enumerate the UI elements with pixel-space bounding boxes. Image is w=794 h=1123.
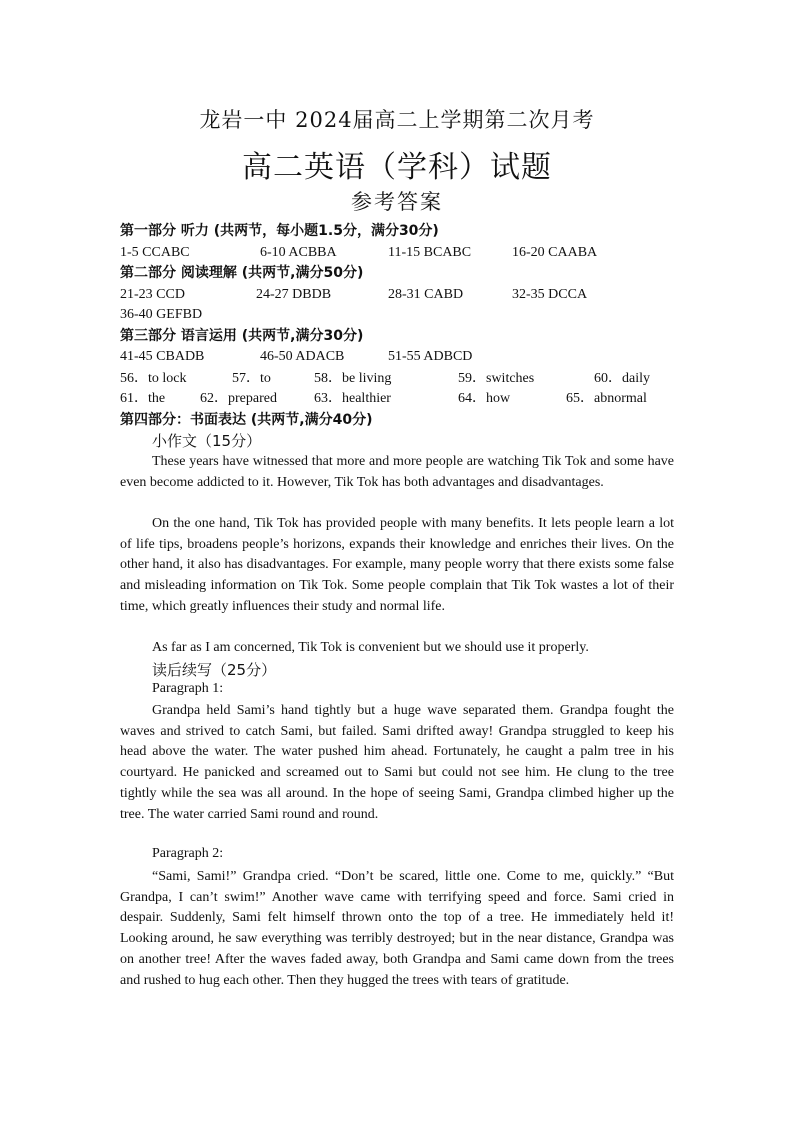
page-subtitle: 参考答案	[351, 190, 443, 214]
fill-answer: 59．switches	[458, 371, 535, 386]
part1-answers	[120, 243, 676, 263]
answer-group: 16-20 CAABA	[512, 245, 598, 260]
continuation-paragraph-1: Grandpa held Sami’s hand tightly but a huge wave separated them. Grandpa fought the waves and strived to catch Sami, but failed. Sami drifted away! Grandpa struggled to keep his head above the water. The water pushed him ahead. Fortunately, he caught a palm tree in his courtyard. He panicked and screamed out to Sami but could not see him. He clung to the tree tightly while the sea was all around. In the hope of seeing Sami, Grandpa climbed higher up the tree. The water carried Sami round and round.	[120, 703, 674, 822]
answer-group: 32-35 DCCA	[512, 287, 588, 302]
answer-group: 6-10 ACBBA	[260, 245, 337, 260]
part2-answers	[120, 285, 676, 305]
answer-group: 24-27 DBDB	[256, 287, 332, 302]
paragraph1-label: Paragraph 1:	[152, 681, 224, 696]
fill-answer: 65．abnormal	[566, 391, 647, 406]
answer-group: 41-45 CBADB	[120, 349, 205, 364]
part2-answers-extra: 36-40 GEFBD	[120, 307, 203, 322]
essay2-title: 读后续写（25分）	[152, 661, 277, 679]
fill-answer: 58．be living	[314, 371, 392, 386]
part2-heading: 第二部分 阅读理解 (共两节,满分50分)	[120, 265, 364, 281]
answer-group: 46-50 ADACB	[260, 349, 345, 364]
answer-group: 11-15 BCABC	[388, 245, 472, 260]
essay1-title: 小作文（15分）	[152, 432, 262, 450]
essay1-paragraph: These years have witnessed that more and more people are watching Tik Tok and some have even become addicted to it. However, Tik Tok has both advantages and disadvantages.	[120, 454, 674, 490]
fill-answer: 63．healthier	[314, 391, 391, 406]
fill-answer: 57．to	[232, 371, 271, 386]
fill-answer: 56．to lock	[120, 371, 187, 386]
fill-answer: 62．prepared	[200, 391, 277, 406]
fill-answer: 64．how	[458, 391, 511, 406]
answer-group: 1-5 CCABC	[120, 245, 190, 260]
part3-answers	[120, 347, 676, 367]
part3-fill-row-1	[120, 369, 676, 389]
essay1-paragraph: As far as I am concerned, Tik Tok is convenient but we should use it properly.	[152, 640, 589, 655]
fill-answer: 61．the	[120, 391, 166, 406]
part4-heading: 第四部分：书面表达 (共两节,满分40分)	[120, 412, 373, 428]
answer-group: 28-31 CABD	[388, 287, 464, 302]
continuation-paragraph-2: “Sami, Sami!” Grandpa cried. “Don’t be scared, little one. Come to me, quickly.” “But Grandpa, I can’t swim!” Another wave came with terrifying speed and force. Sami cried in despair. Suddenly, Sami felt himself thrown onto the top of a tree. He immediately held it! Looking around, he saw everything was terribly destroyed; but in the near distance, Grandpa was on another tree! After the waves faded away, both Grandpa and Sami came down from the trees and rushed to hug each other. Then they hugged the trees with tears of gratitude.	[120, 869, 674, 988]
page-title: 高二英语（学科）试题	[242, 150, 552, 185]
part3-fill-row-2	[120, 389, 676, 409]
answer-group: 21-23 CCD	[120, 287, 185, 302]
answer-group: 51-55 ADBCD	[388, 349, 473, 364]
essay1-paragraph: On the one hand, Tik Tok has provided people with many benefits. It lets people learn a lot of life tips, broadens people’s horizons, expands their knowledge and enriches their lives. On the other hand, it also has disadvantages. For example, many people worry that there exists some false and misleading information on Tik Tok. Some people complain that Tik Tok wastes a lot of their time, which greatly influences their study and normal life.	[120, 516, 674, 614]
fill-answer: 60．daily	[594, 371, 650, 386]
school-exam-name: 龙岩一中 2024届高二上学期第二次月考	[199, 108, 595, 132]
part3-heading: 第三部分 语言运用 (共两节,满分30分)	[120, 328, 364, 344]
paragraph2-label: Paragraph 2:	[152, 846, 224, 861]
part1-heading: 第一部分 听力 (共两节，每小题1.5分，满分30分)	[120, 223, 439, 239]
